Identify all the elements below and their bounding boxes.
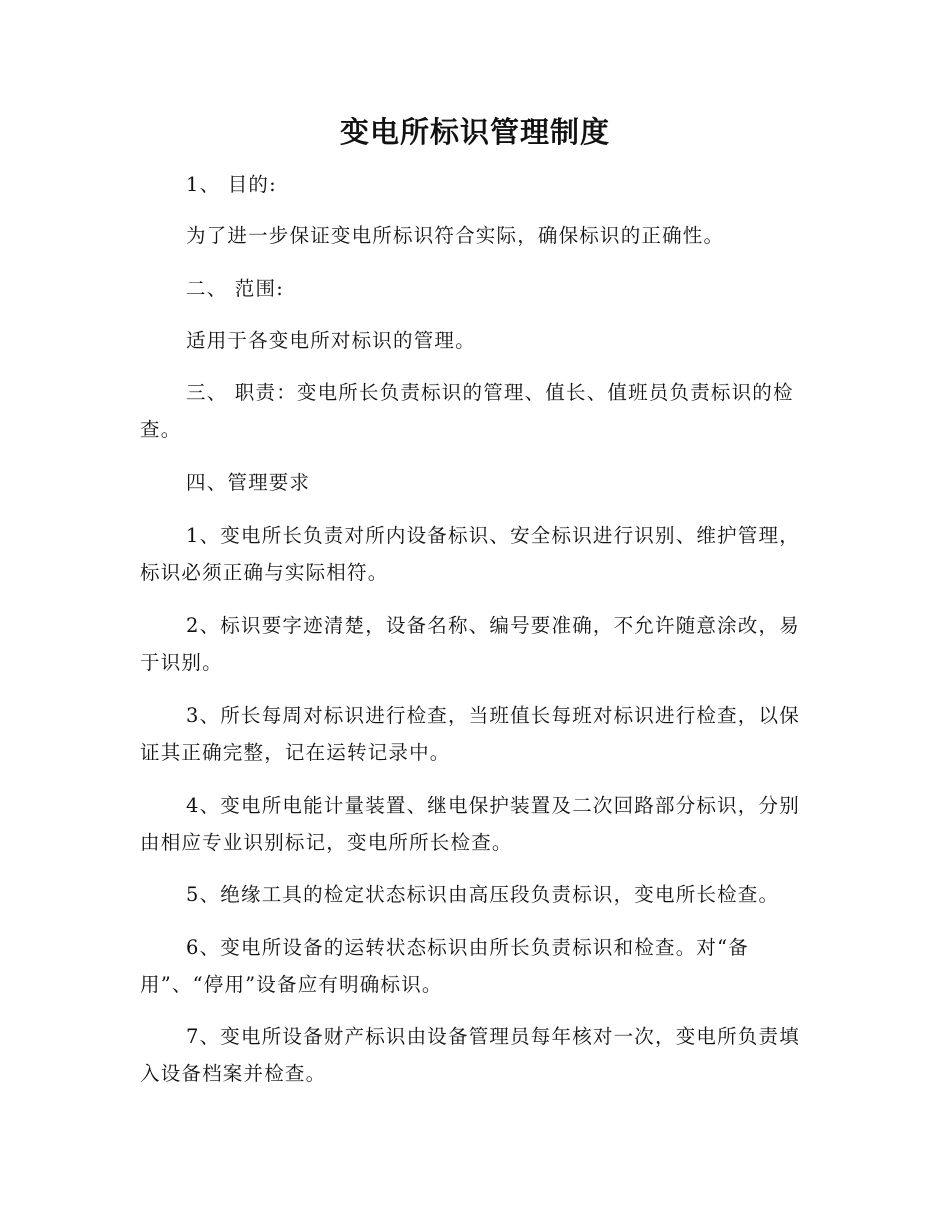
paragraph-requirement-1: 1、变电所长负责对所内设备标识、安全标识进行识别、维护管理，标识必须正确与实际相符。 (140, 524, 800, 584)
paragraph-requirement-3: 3、所长每周对标识进行检查，当班值长每班对标识进行检查，以保证其正确完整，记在运转记录中。 (140, 704, 800, 764)
paragraph-responsibility: 三、 职责：变电所长负责标识的管理、值长、值班员负责标识的检查。 (140, 381, 794, 441)
paragraph-requirement-6: 6、变电所设备的运转状态标识由所长负责标识和检查。对“备用”、“停用”设备应有明确标识。 (140, 936, 749, 996)
paragraph-scope-heading: 二、 范围: (186, 277, 284, 300)
paragraph-requirement-2: 2、标识要字迹清楚，设备名称、编号要准确，不允许随意涂改，易于识别。 (140, 614, 800, 674)
paragraph-scope: 适用于各变电所对标识的管理。 (186, 329, 476, 352)
document-title: 变电所标识管理制度 (339, 115, 610, 149)
paragraph-purpose-heading: 1、 目的: (186, 173, 277, 196)
paragraph-requirement-5: 5、绝缘工具的检定状态标识由高压段负责标识，变电所长检查。 (186, 883, 780, 906)
paragraph-requirement-7: 7、变电所设备财产标识由设备管理员每年核对一次，变电所负责填入设备档案并检查。 (140, 1025, 800, 1085)
paragraph-requirements-heading: 四、管理要求 (186, 471, 311, 494)
paragraph-purpose: 为了进一步保证变电所标识符合实际，确保标识的正确性。 (186, 224, 725, 247)
paragraph-requirement-4: 4、变电所电能计量装置、继电保护装置及二次回路部分标识，分别由相应专业识别标记，变电所所长检查。 (140, 794, 800, 854)
